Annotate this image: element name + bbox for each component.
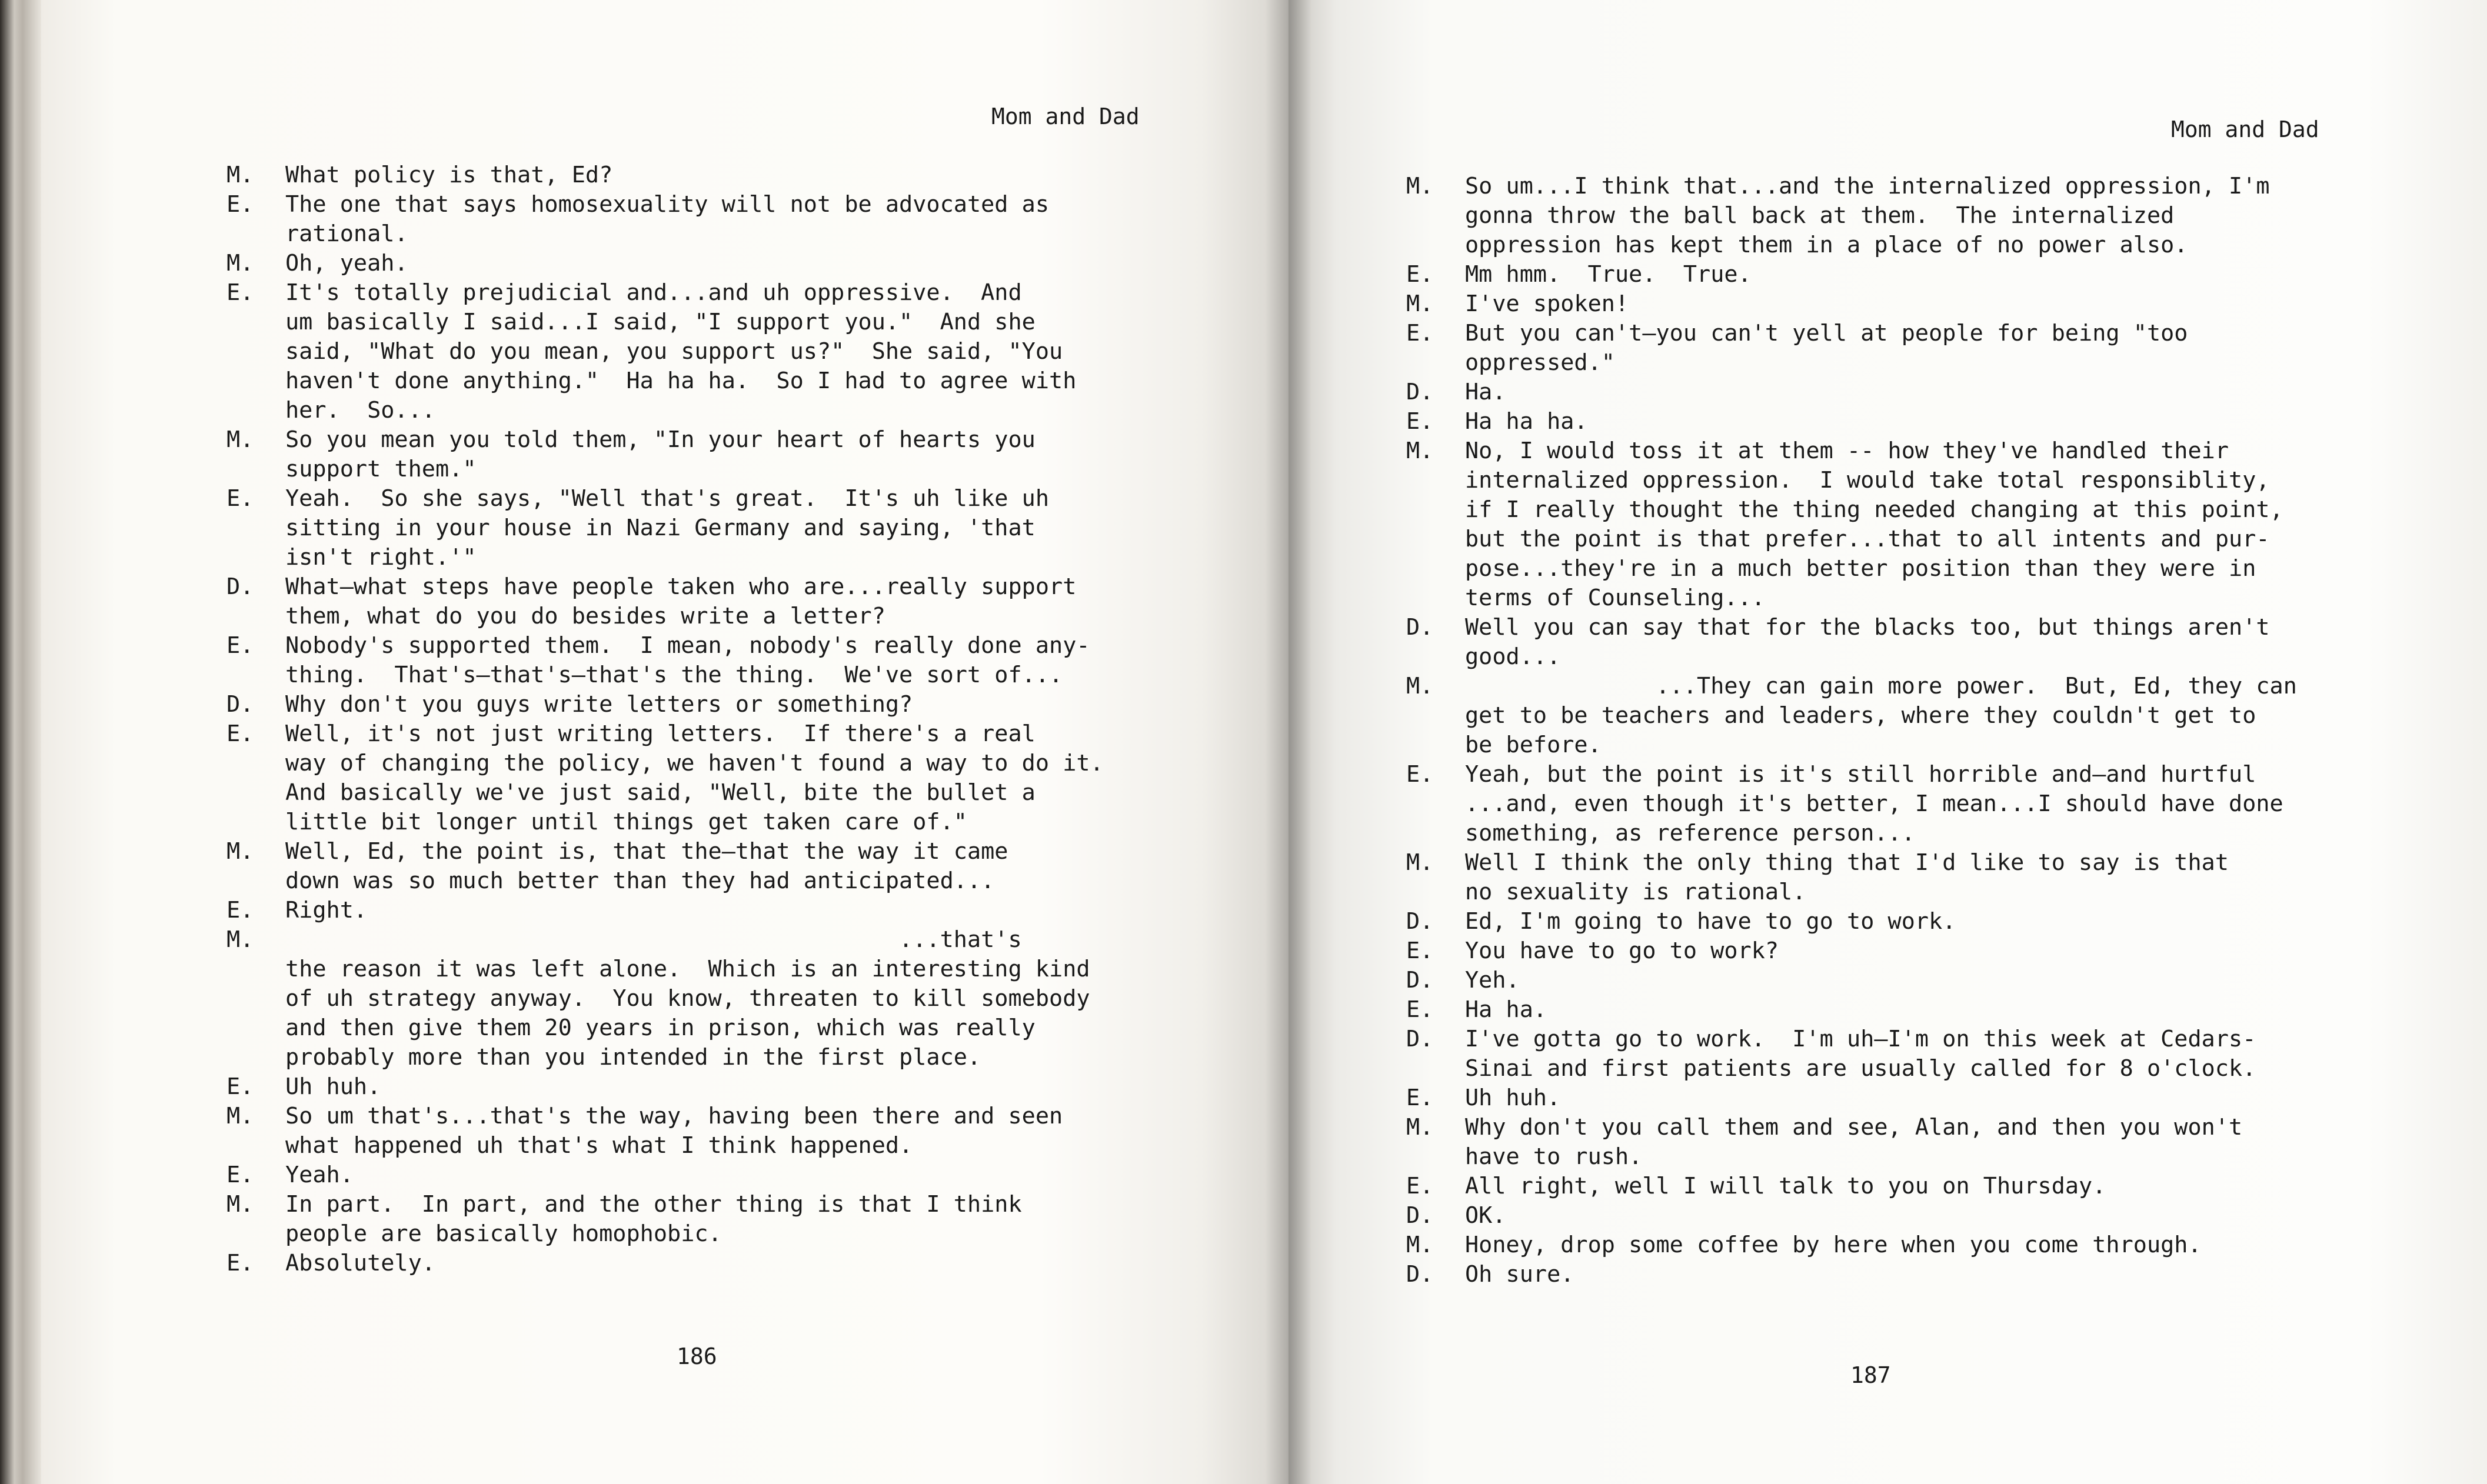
- speaker-label: E.: [227, 279, 254, 306]
- line-text: sitting in your house in Nazi Germany and saying, 'that: [285, 515, 1036, 541]
- speaker-label: M.: [227, 838, 254, 865]
- line-text: the reason it was left alone. Which is an interesting kind: [285, 956, 1090, 982]
- speaker-label: E.: [1406, 261, 1434, 288]
- line-text: Well, it's not just writing letters. If there's a real: [285, 721, 1036, 747]
- line-text: good...: [1465, 643, 1561, 670]
- speaker-label: E.: [227, 1073, 254, 1100]
- line-text: haven't done anything." Ha ha ha. So I had to agree with: [285, 368, 1077, 394]
- line-text: way of changing the policy, we haven't found a way to do it.: [285, 750, 1104, 776]
- line-text: What—what steps have people taken who are...really support: [285, 573, 1077, 600]
- speaker-label: M.: [227, 926, 254, 953]
- speaker-label: M.: [1406, 173, 1434, 199]
- line-text: OK.: [1465, 1202, 1506, 1229]
- speaker-label: E.: [1406, 996, 1434, 1023]
- speaker-label: D.: [1406, 614, 1434, 641]
- line-text: Ed, I'm going to have to go to work.: [1465, 908, 1956, 935]
- line-text: I've gotta go to work. I'm uh—I'm on this week at Cedars-: [1465, 1026, 2256, 1052]
- speaker-label: E.: [1406, 938, 1434, 964]
- line-text: Oh sure.: [1465, 1261, 1574, 1288]
- line-text: gonna throw the ball back at them. The internalized: [1465, 202, 2175, 229]
- line-text: No, I would toss it at them -- how they've handled their: [1465, 438, 2229, 464]
- line-text: be before.: [1465, 732, 1602, 758]
- speaker-label: D.: [227, 573, 254, 600]
- line-text: Yeah, but the point is it's still horrible and—and hurtful: [1465, 761, 2256, 788]
- line-text: what happened uh that's what I think happened.: [285, 1132, 913, 1159]
- line-text: Why don't you call them and see, Alan, and then you won't: [1465, 1114, 2243, 1140]
- speaker-label: E.: [227, 191, 254, 218]
- line-text: get to be teachers and leaders, where they couldn't get to: [1465, 702, 2256, 729]
- line-text: Uh huh.: [285, 1073, 381, 1100]
- line-text: support them.": [285, 456, 477, 482]
- line-text: And basically we've just said, "Well, bite the bullet a: [285, 779, 1036, 806]
- line-text: Yeh.: [1465, 967, 1520, 993]
- line-text: probably more than you intended in the first place.: [285, 1044, 981, 1071]
- speaker-label: E.: [1406, 1085, 1434, 1111]
- line-text: Well, Ed, the point is, that the—that the way it came: [285, 838, 1008, 865]
- line-text: ...that's: [285, 926, 1022, 953]
- line-text: no sexuality is rational.: [1465, 879, 1806, 905]
- speaker-label: M.: [1406, 438, 1434, 464]
- speaker-label: M.: [1406, 1114, 1434, 1140]
- speaker-label: D.: [1406, 1261, 1434, 1288]
- line-text: ...and, even though it's better, I mean...I should have done: [1465, 791, 2283, 817]
- speaker-label: E.: [227, 1250, 254, 1276]
- line-text: So um...I think that...and the internalized oppression, I'm: [1465, 173, 2270, 199]
- line-text: Nobody's supported them. I mean, nobody's really done any-: [285, 632, 1090, 659]
- line-text: said, "What do you mean, you support us?" She said, "You: [285, 338, 1063, 365]
- speaker-label: E.: [227, 1162, 254, 1188]
- page-stack-edge: [0, 0, 41, 1484]
- speaker-label: M.: [1406, 673, 1434, 699]
- line-text: Sinai and first patients are usually called for 8 o'clock.: [1465, 1055, 2256, 1082]
- running-head: Mom and Dad: [2171, 116, 2319, 142]
- speaker-label: D.: [1406, 1026, 1434, 1052]
- speaker-label: M.: [1406, 291, 1434, 317]
- speaker-label: M.: [1406, 849, 1434, 876]
- line-text: internalized oppression. I would take total responsiblity,: [1465, 467, 2270, 493]
- line-text: and then give them 20 years in prison, which was really: [285, 1015, 1036, 1041]
- speaker-label: D.: [1406, 1202, 1434, 1229]
- line-text: Yeah. So she says, "Well that's great. It's uh like uh: [285, 485, 1050, 512]
- line-text: The one that says homosexuality will not be advocated as: [285, 191, 1050, 218]
- line-text: Ha.: [1465, 379, 1506, 405]
- line-text: In part. In part, and the other thing is that I think: [285, 1191, 1022, 1218]
- line-text: Well you can say that for the blacks too, but things aren't: [1465, 614, 2270, 641]
- right-page: [1289, 0, 2487, 1484]
- speaker-label: M.: [227, 162, 254, 188]
- line-text: But you can't—you can't yell at people for being "too: [1465, 320, 2188, 346]
- line-text: of uh strategy anyway. You know, threaten to kill somebody: [285, 985, 1090, 1012]
- line-text: thing. That's—that's—that's the thing. We've sort of...: [285, 662, 1063, 688]
- line-text: isn't right.'": [285, 544, 477, 571]
- line-text: ...They can gain more power. But, Ed, they can: [1465, 673, 2297, 699]
- line-text: Mm hmm. True. True.: [1465, 261, 1752, 288]
- line-text: if I really thought the thing needed changing at this point,: [1465, 496, 2283, 523]
- speaker-label: D.: [1406, 379, 1434, 405]
- line-text: Honey, drop some coffee by here when you come through.: [1465, 1232, 2202, 1258]
- line-text: You have to go to work?: [1465, 938, 1779, 964]
- line-text: pose...they're in a much better position than they were in: [1465, 555, 2256, 582]
- line-text: Oh, yeah.: [285, 250, 408, 276]
- speaker-label: E.: [1406, 320, 1434, 346]
- line-text: Why don't you guys write letters or something?: [285, 691, 913, 718]
- line-text: but the point is that prefer...that to all intents and pur-: [1465, 526, 2270, 552]
- speaker-label: M.: [227, 426, 254, 453]
- speaker-label: E.: [1406, 1173, 1434, 1199]
- left-page: [41, 0, 1289, 1484]
- line-text: Right.: [285, 897, 368, 923]
- line-text: rational.: [285, 221, 408, 247]
- speaker-label: M.: [227, 250, 254, 276]
- line-text: terms of Counseling...: [1465, 585, 1765, 611]
- line-text: All right, well I will talk to you on Thursday.: [1465, 1173, 2106, 1199]
- line-text: I've spoken!: [1465, 291, 1629, 317]
- line-text: down was so much better than they had anticipated...: [285, 868, 995, 894]
- line-text: It's totally prejudicial and...and uh oppressive. And: [285, 279, 1022, 306]
- line-text: them, what do you do besides write a letter?: [285, 603, 885, 629]
- speaker-label: D.: [1406, 967, 1434, 993]
- line-text: Ha ha.: [1465, 996, 1547, 1023]
- line-text: um basically I said...I said, "I support you." And she: [285, 309, 1036, 335]
- line-text: Uh huh.: [1465, 1085, 1561, 1111]
- book-gutter: [1265, 0, 1312, 1484]
- line-text: What policy is that, Ed?: [285, 162, 613, 188]
- page-number: 186: [677, 1343, 717, 1369]
- speaker-label: D.: [1406, 908, 1434, 935]
- speaker-label: E.: [1406, 408, 1434, 435]
- speaker-label: E.: [227, 632, 254, 659]
- page-number: 187: [1850, 1362, 1891, 1388]
- speaker-label: E.: [1406, 761, 1434, 788]
- line-text: Ha ha ha.: [1465, 408, 1588, 435]
- line-text: something, as reference person...: [1465, 820, 1915, 846]
- line-text: So um that's...that's the way, having been there and seen: [285, 1103, 1063, 1129]
- line-text: people are basically homophobic.: [285, 1220, 722, 1247]
- speaker-label: E.: [227, 485, 254, 512]
- speaker-label: E.: [227, 897, 254, 923]
- speaker-label: M.: [227, 1191, 254, 1218]
- line-text: oppressed.": [1465, 349, 1615, 376]
- running-head: Mom and Dad: [991, 104, 1140, 129]
- speaker-label: M.: [1406, 1232, 1434, 1258]
- speaker-label: M.: [227, 1103, 254, 1129]
- line-text: So you mean you told them, "In your heart of hearts you: [285, 426, 1036, 453]
- line-text: little bit longer until things get taken care of.": [285, 809, 967, 835]
- line-text: Yeah.: [285, 1162, 354, 1188]
- speaker-label: E.: [227, 721, 254, 747]
- line-text: Well I think the only thing that I'd like to say is that: [1465, 849, 2229, 876]
- line-text: her. So...: [285, 397, 435, 423]
- line-text: Absolutely.: [285, 1250, 435, 1276]
- line-text: have to rush.: [1465, 1143, 1643, 1170]
- speaker-label: D.: [227, 691, 254, 718]
- line-text: oppression has kept them in a place of no power also.: [1465, 232, 2188, 258]
